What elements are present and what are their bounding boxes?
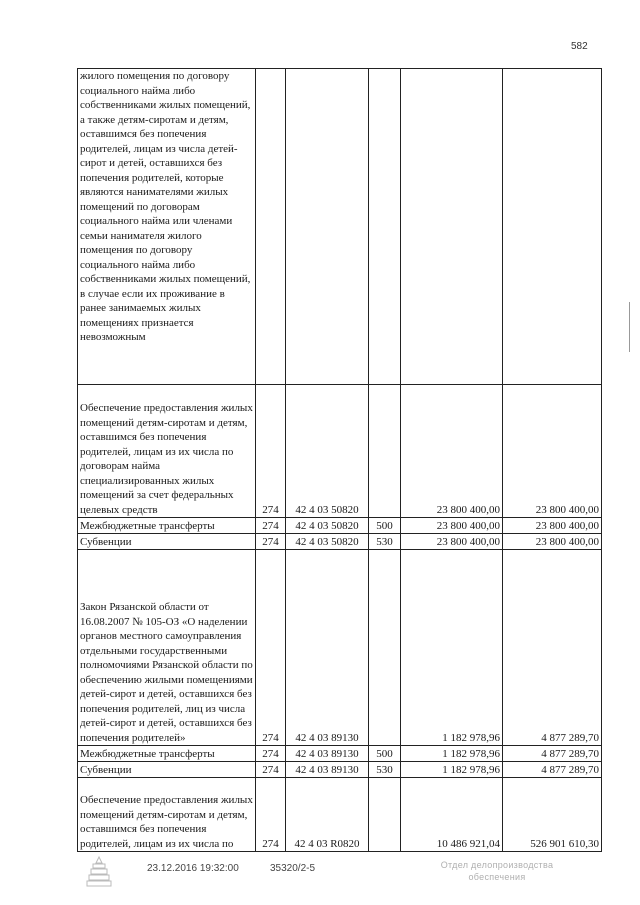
row-name: Субвенции [78, 762, 256, 778]
footer-datetime: 23.12.2016 19:32:00 [147, 863, 239, 874]
row-ved [256, 69, 286, 385]
row-vr: 530 [369, 762, 401, 778]
registration-stamp: Отдел делопроизводства обеспечения [440, 860, 554, 882]
row-sum-1: 10 486 921,04 [401, 778, 503, 852]
row-csr: 42 4 03 50820 [286, 385, 369, 518]
table-row [78, 518, 602, 534]
row-vr: 530 [369, 534, 401, 550]
row-name: Субвенции [78, 534, 256, 550]
row-csr: 42 4 03 50820 [286, 518, 369, 534]
row-csr: 42 4 03 R0820 [286, 778, 369, 852]
row-csr: 42 4 03 89130 [286, 746, 369, 762]
row-csr: 42 4 03 89130 [286, 762, 369, 778]
table-row [78, 778, 602, 852]
page-footer [0, 861, 640, 901]
row-sum-2: 526 901 610,30 [503, 778, 602, 852]
row-csr [286, 69, 369, 385]
row-sum-1: 23 800 400,00 [401, 534, 503, 550]
scan-edge-mark [629, 302, 630, 352]
row-vr [369, 550, 401, 746]
row-sum-2: 4 877 289,70 [503, 550, 602, 746]
table-row [78, 550, 602, 746]
row-vr: 500 [369, 746, 401, 762]
row-sum-1: 1 182 978,96 [401, 762, 503, 778]
budget-table [77, 68, 602, 852]
row-name: жилого помещения по договору социального найма либо собственниками жилых помещений, а также детям-сиротам и детям, оставшимся без попечения родителей, лицам из числа детей-сирот и детей, оставшихся без попечения родителей, которые являются нанимателями жилых помещений по договорам социального найма или членами семьи нанимателя жилого помещения по договору социального найма либо собственниками жилых помещений, в случае если их проживание в ранее занимаемых жилых помещениях признается невозможным [78, 69, 256, 385]
table-row [78, 762, 602, 778]
row-sum-2: 23 800 400,00 [503, 385, 602, 518]
row-vr [369, 778, 401, 852]
row-ved: 274 [256, 746, 286, 762]
table-row [78, 385, 602, 518]
row-sum-2: 4 877 289,70 [503, 762, 602, 778]
row-name: Обеспечение предоставления жилых помещений детям-сиротам и детям, оставшимся без попечения родителей, лицам из их числа по договорам найма специализированных жилых помещений за счет федеральных целевых средств [78, 385, 256, 518]
row-ved: 274 [256, 762, 286, 778]
row-sum-2: 23 800 400,00 [503, 534, 602, 550]
row-name: Закон Рязанской области от 16.08.2007 № 105-ОЗ «О наделении органов местного самоуправления отдельными государственными полномочиями Рязанской области по обеспечению жилыми помещениями детей-сирот и детей, оставшихся без попечения родителей, лиц из числа детей-сирот и детей, оставшихся без попечения родителей» [78, 550, 256, 746]
row-sum-2: 23 800 400,00 [503, 518, 602, 534]
row-vr [369, 385, 401, 518]
table-row [78, 534, 602, 550]
row-sum-2: 4 877 289,70 [503, 746, 602, 762]
row-vr [369, 69, 401, 385]
row-sum-1: 23 800 400,00 [401, 518, 503, 534]
row-ved: 274 [256, 518, 286, 534]
row-csr: 42 4 03 50820 [286, 534, 369, 550]
row-name: Межбюджетные трансферты [78, 518, 256, 534]
footer-doc-number: 35320/2-5 [270, 863, 316, 874]
table-row [78, 69, 602, 385]
row-ved: 274 [256, 385, 286, 518]
row-vr: 500 [369, 518, 401, 534]
page-number: 582 [571, 41, 588, 52]
row-sum-1: 1 182 978,96 [401, 746, 503, 762]
row-name: Обеспечение предоставления жилых помещений детям-сиротам и детям, оставшимся без попечения родителей, лицам из их числа по [78, 778, 256, 852]
row-name: Межбюджетные трансферты [78, 746, 256, 762]
row-ved: 274 [256, 534, 286, 550]
row-sum-1: 23 800 400,00 [401, 385, 503, 518]
row-csr: 42 4 03 89130 [286, 550, 369, 746]
row-ved: 274 [256, 550, 286, 746]
row-sum-2 [503, 69, 602, 385]
emblem-icon [84, 855, 114, 889]
row-ved: 274 [256, 778, 286, 852]
table-row [78, 746, 602, 762]
row-sum-1 [401, 69, 503, 385]
row-sum-1: 1 182 978,96 [401, 550, 503, 746]
